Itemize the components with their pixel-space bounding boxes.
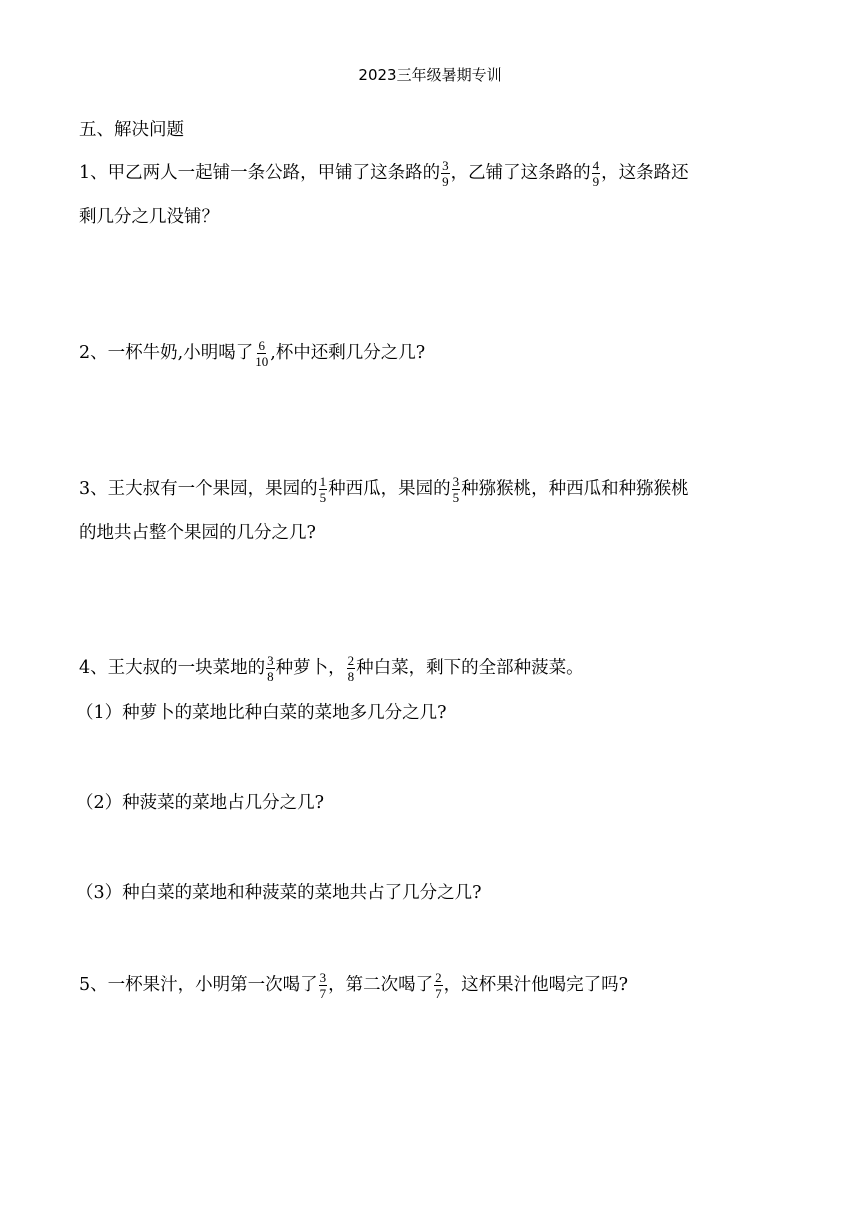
fraction-numerator: 4 — [592, 158, 600, 173]
question-5-text-b: ，第二次喝了 — [328, 975, 434, 995]
question-2 — [79, 338, 784, 369]
question-4-line-1 — [79, 653, 784, 684]
question-4-text-c: 种白菜，剩下的全部种菠菜。 — [356, 658, 584, 678]
fraction-numerator: 3 — [442, 158, 449, 173]
section-title: 五、解决问题 — [79, 120, 184, 140]
fraction-numerator: 2 — [347, 653, 355, 668]
fraction-2-7 — [434, 970, 443, 1001]
fraction-numerator: 2 — [435, 970, 442, 985]
page-header: 2023三年级暑期专训 — [358, 66, 502, 84]
fraction-numerator: 1 — [319, 474, 327, 489]
question-5-text-a: 5、一杯果汁，小明第一次喝了 — [79, 975, 318, 995]
question-5 — [79, 970, 784, 1001]
fraction-denominator: 8 — [347, 669, 355, 684]
fraction-3-8 — [266, 653, 275, 684]
question-4-text-a: 4、王大叔的一块菜地的 — [79, 658, 266, 678]
question-2-text-a: 2、一杯牛奶,小明喝了 — [79, 343, 254, 363]
question-4-text-b: 种萝卜， — [275, 658, 346, 678]
fraction-6-10 — [254, 338, 269, 369]
question-4-sub-2: （2）种菠菜的菜地占几分之几? — [76, 793, 325, 813]
question-1-text-c: ，这条路还 — [601, 163, 689, 183]
fraction-2-8 — [347, 653, 356, 684]
fraction-3-7 — [319, 970, 328, 1001]
question-5-text-c: ，这杯果汁他喝完了吗? — [443, 975, 629, 995]
fraction-denominator: 8 — [267, 669, 274, 684]
question-1-line-2: 剩几分之几没铺？ — [79, 207, 219, 227]
question-4-sub-1: （1）种萝卜的菜地比种白菜的菜地多几分之几? — [76, 703, 447, 723]
fraction-denominator: 9 — [592, 174, 600, 189]
question-3-text-c: 种猕猴桃，种西瓜和种猕猴桃 — [461, 479, 689, 499]
fraction-denominator: 5 — [452, 490, 460, 505]
fraction-numerator: 6 — [258, 338, 265, 353]
fraction-4-9 — [592, 158, 601, 189]
fraction-denominator: 9 — [442, 174, 449, 189]
fraction-denominator: 7 — [319, 986, 327, 1001]
fraction-denominator: 5 — [319, 490, 327, 505]
question-3-line-1 — [79, 474, 784, 505]
fraction-denominator: 7 — [435, 986, 442, 1001]
fraction-denominator: 10 — [255, 354, 269, 369]
question-1-text-b: ，乙铺了这条路的 — [450, 163, 591, 183]
question-1-text-a: 1、甲乙两人一起铺一条公路，甲铺了这条路的 — [79, 163, 441, 183]
question-3-text-b: 种西瓜，果园的 — [328, 479, 451, 499]
fraction-3-5 — [452, 474, 461, 505]
fraction-numerator: 3 — [319, 970, 327, 985]
question-4-sub-3: （3）种白菜的菜地和种菠菜的菜地共占了几分之几? — [76, 883, 482, 903]
question-2-text-b: ,杯中还剩几分之几? — [270, 343, 426, 363]
fraction-numerator: 3 — [452, 474, 460, 489]
question-1-line-1 — [79, 158, 784, 189]
question-3-line-2: 的地共占整个果园的几分之几? — [79, 523, 316, 543]
question-3-text-a: 3、王大叔有一个果园，果园的 — [79, 479, 318, 499]
fraction-numerator: 3 — [267, 653, 274, 668]
fraction-1-5 — [319, 474, 328, 505]
fraction-3-9 — [441, 158, 450, 189]
